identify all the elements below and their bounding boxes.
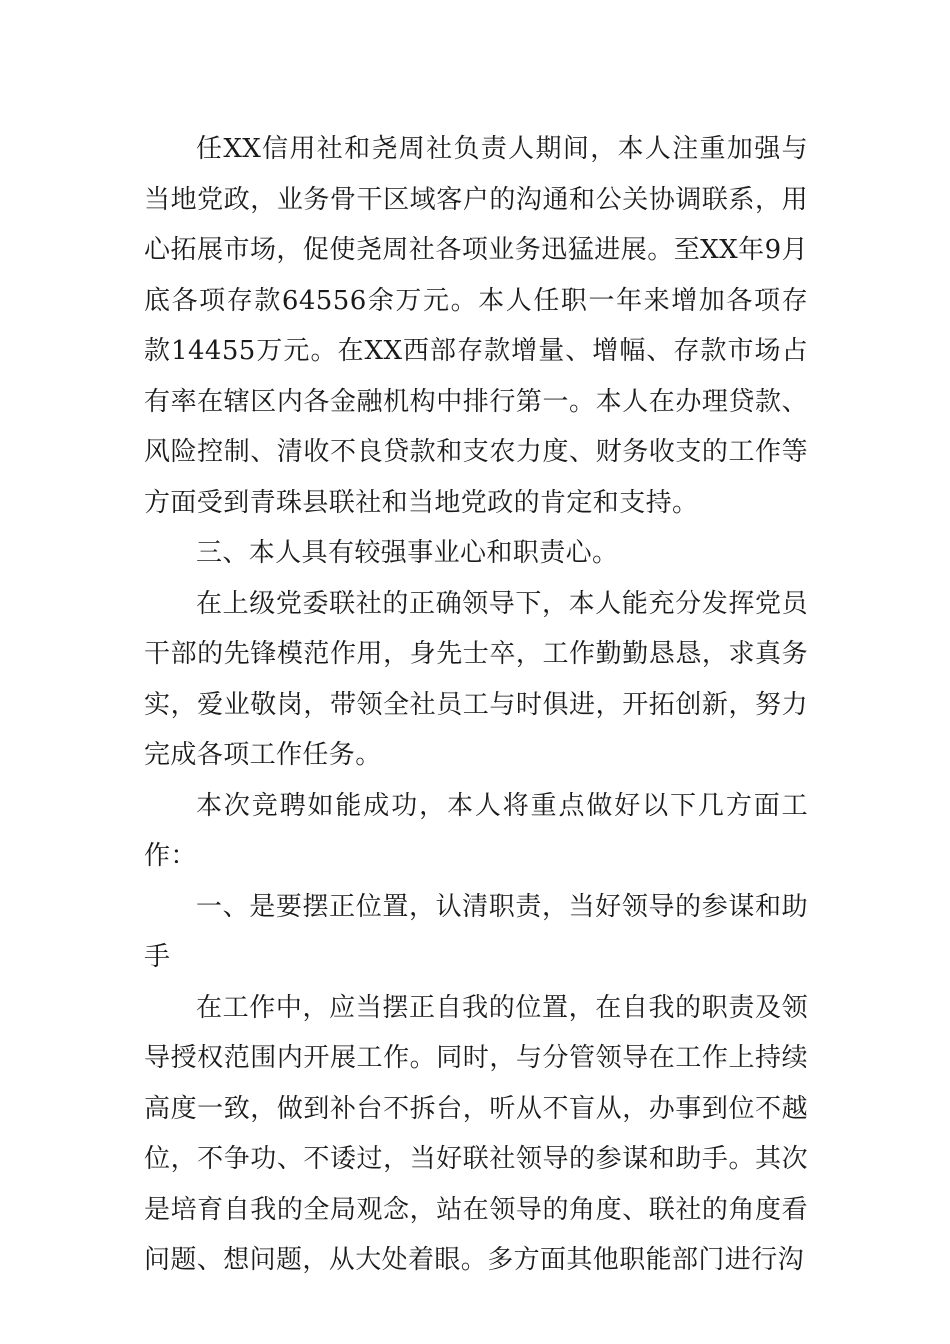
document-body [144,124,808,1286]
paragraph-plan-intro: 本次竞聘如能成功，本人将重点做好以下几方面工作： [144,790,808,871]
heading-plan-item-one: 一、是要摆正位置，认清职责，当好领导的参谋和助手 [144,891,808,972]
heading-section-three: 三、本人具有较强事业心和职责心。 [196,538,619,568]
paragraph-plan-item-one-body: 在工作中，应当摆正自我的位置，在自我的职责及领导授权范围内开展工作。同时，与分管领导在工作上持续高度一致，做到补台不拆台，听从不盲从，办事到位不越位，不争功、不诿过，当好联社领导的参谋和助手。其次是培育自我的全局观念，站在领导的角度、联社的角度看问题、想问题，从大处着眼。多方面其他职能部门进行沟 [144,992,808,1275]
paragraph-leadership: 在上级党委联社的正确领导下，本人能充分发挥党员干部的先锋模范作用，身先士卒，工作勤勤恳恳，求真务实，爱业敬岗，带领全社员工与时俱进，开拓创新，努力完成各项工作任务。 [144,588,808,770]
paragraph-performance: 任XX信用社和尧周社负责人期间，本人注重加强与当地党政，业务骨干区域客户的沟通和公关协调联系，用心拓展市场，促使尧周社各项业务迅猛进展。至XX年9月底各项存款64556余万元。本人任职一年来增加各项存款14455万元。在XX西部存款增量、增幅、存款市场占有率在辖区内各金融机构中排行第一。本人在办理贷款、风险控制、清收不良贷款和支农力度、财务收支的工作等方面受到青珠县联社和当地党政的肯定和支持。 [144,134,808,518]
